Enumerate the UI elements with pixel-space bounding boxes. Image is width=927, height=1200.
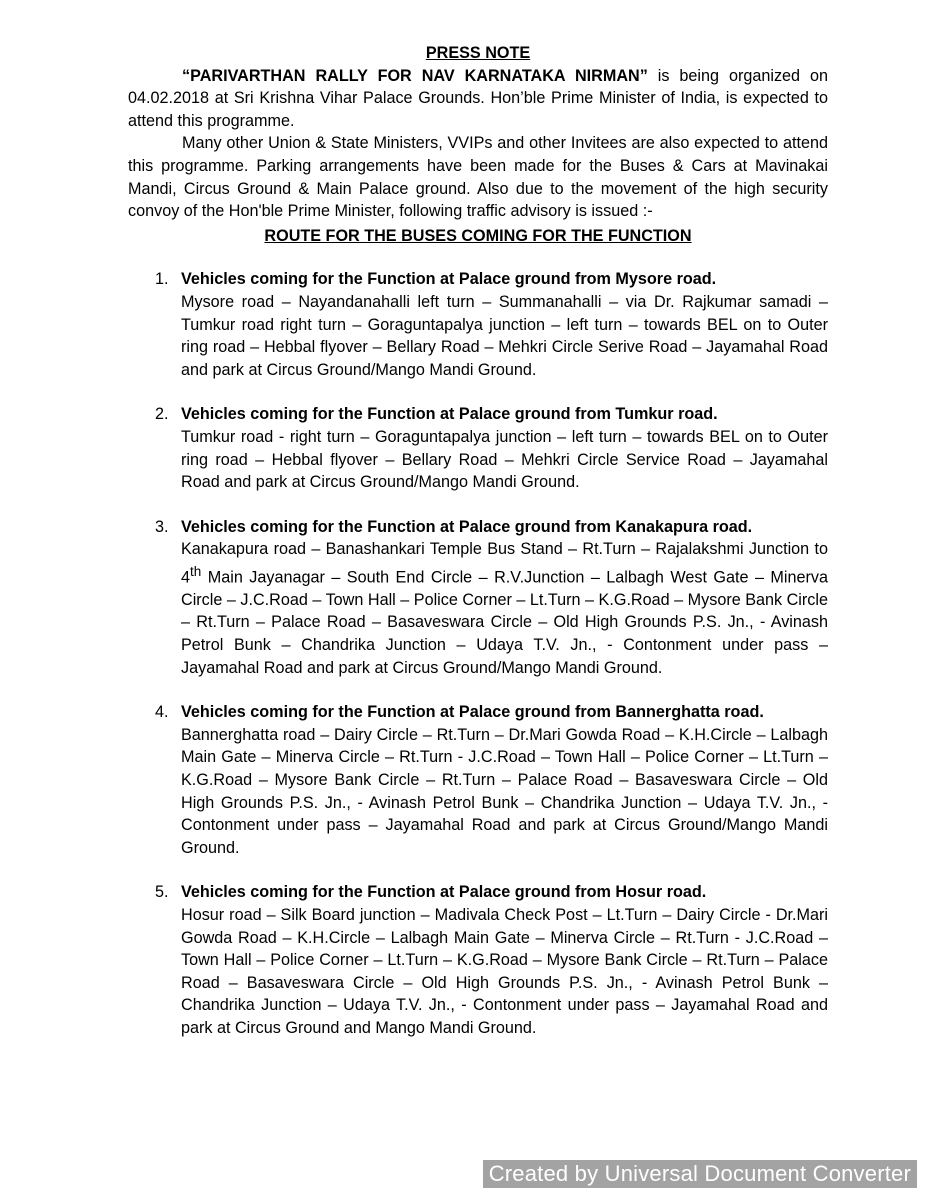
converter-watermark: Created by Universal Document Converter — [483, 1160, 917, 1188]
section-heading: ROUTE FOR THE BUSES COMING FOR THE FUNCTION — [264, 226, 692, 245]
route-description-part: Main Jayanagar – South End Circle – R.V.Junction – Lalbagh West Gate – Minerva Circle – J.C.Road – Town Hall – Police Corner – Lt.Turn – K.G.Road – Mysore Bank Circle – Rt.Turn – Palace Road – Basaveswara Circle – Old High Grounds P.S. Jn., - Avinash Petrol Bunk – Chandrika Junction – Udaya T.V. Jn., - Contonment under pass – Jayamahal Road and park at Circus Ground/Mango Mandi Ground. — [181, 568, 828, 677]
route-number: 2. — [155, 405, 169, 424]
route-item-hosur — [128, 881, 828, 1039]
intro-text: is being organized on 04.02.2018 at Sri Krishna Vihar Palace Grounds. Hon’ble Prime Minister of India, is expected to attend this programme. — [128, 66, 829, 130]
route-description: Mysore road – Nayandanahalli left turn – Summanahalli – via Dr. Rajkumar samadi – Tumkur road right turn – Goraguntapalya junction – left turn – towards BEL on to Outer ring road – Hebbal flyover – Bellary Road – Mehkri Circle Serive Road – Jayamahal Road and park at Circus Ground/Mango Mandi Ground. — [181, 292, 828, 379]
route-description — [181, 538, 828, 679]
press-note-page — [128, 42, 828, 1062]
route-item-mysore — [128, 268, 828, 381]
intro-paragraph — [128, 65, 828, 133]
route-number: 4. — [155, 703, 169, 722]
route-heading: Vehicles coming for the Function at Palace ground from Hosur road. — [181, 883, 707, 902]
route-item-kanakapura — [128, 516, 828, 680]
route-number: 5. — [155, 883, 169, 902]
document-title: PRESS NOTE — [425, 44, 531, 62]
route-heading: Vehicles coming for the Function at Palace ground from Bannerghatta road. — [181, 703, 764, 722]
route-description-part: Kanakapura road – Banashankari Temple Bus Stand – Rt.Turn – Rajalakshmi Junction to 4 — [181, 540, 828, 587]
route-description: Tumkur road - right turn – Goraguntapalya junction – left turn – towards BEL on to Outer ring road – Hebbal flyover – Bellary Road – Mehkri Circle Service Road – Jayamahal Road and park at Circus Ground/Mango Mandi Ground. — [181, 427, 828, 492]
second-paragraph: Many other Union & State Ministers, VVIPs and other Invitees are also expected to attend this programme. Parking arrangements have been made for the Buses & Cars at Mavinakai Mandi, Circus Ground & Main Palace ground. Also due to the movement of the high security convoy of the Hon'ble Prime Minister, following traffic advisory is issued :- — [128, 134, 828, 221]
ordinal-superscript: th — [190, 563, 202, 579]
route-heading: Vehicles coming for the Function at Palace ground from Kanakapura road. — [181, 517, 753, 536]
route-item-bannerghatta — [128, 701, 828, 859]
routes-list — [128, 268, 828, 1039]
route-heading: Vehicles coming for the Function at Palace ground from Tumkur road. — [181, 405, 718, 424]
event-name: “PARIVARTHAN RALLY FOR NAV KARNATAKA NIRMAN” — [182, 66, 648, 85]
route-heading: Vehicles coming for the Function at Palace ground from Mysore road. — [181, 270, 717, 289]
route-item-tumkur — [128, 403, 828, 493]
route-description: Hosur road – Silk Board junction – Madivala Check Post – Lt.Turn – Dairy Circle - Dr.Mari Gowda Road – K.H.Circle – Lalbagh Main Gate – Minerva Circle – Rt.Turn - J.C.Road – Town Hall – Police Corner – Lt.Turn – K.G.Road – Mysore Bank Circle – Rt.Turn – Palace Road – Basaveswara Circle – Old High Grounds P.S. Jn., - Avinash Petrol Bunk – Chandrika Junction – Udaya T.V. Jn., - Contonment under pass – Jayamahal Road and park at Circus Ground and Mango Mandi Ground. — [181, 905, 828, 1037]
route-number: 1. — [155, 270, 169, 289]
route-number: 3. — [155, 517, 169, 536]
route-description: Bannerghatta road – Dairy Circle – Rt.Turn – Dr.Mari Gowda Road – K.H.Circle – Lalbagh Main Gate – Minerva Circle – Rt.Turn - J.C.Road – Town Hall – Police Corner – Lt.Turn – K.G.Road – Mysore Bank Circle – Rt.Turn – Palace Road – Basaveswara Circle – Old High Grounds P.S. Jn., - Avinash Petrol Bunk – Chandrika Junction – Udaya T.V. Jn., - Contonment under pass – Jayamahal Road and park at Circus Ground/Mango Mandi Ground. — [181, 725, 828, 857]
